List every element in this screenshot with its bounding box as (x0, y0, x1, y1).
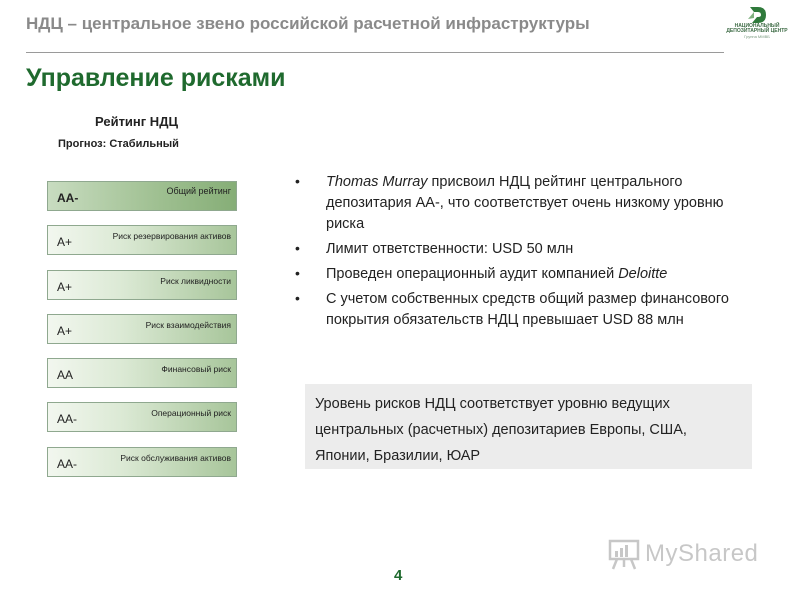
rating-row-overall (47, 181, 237, 211)
section-title: Управление рисками (26, 64, 286, 92)
watermark (607, 537, 758, 571)
bullet-item (295, 289, 755, 331)
bullet-emphasis: Deloitte (618, 266, 668, 282)
rating-label: Операционный риск (151, 408, 231, 419)
header-title: НДЦ – центральное звено российской расчетной инфраструктуры (26, 14, 590, 33)
bullet-item (295, 172, 755, 235)
rating-label: Риск ликвидности (160, 275, 231, 286)
bullet-dot-icon: • (295, 173, 300, 189)
bullet-dot-icon: • (295, 240, 300, 256)
page-number: 4 (394, 567, 403, 584)
bullet-dot-icon: • (295, 290, 300, 306)
rating-row-custody-risk (47, 225, 237, 255)
ndc-logo (722, 6, 792, 48)
rating-value: AA- (57, 412, 78, 427)
bullet-dot-icon: • (295, 265, 300, 281)
rating-row-financial-risk (47, 358, 237, 388)
bullet-list (295, 172, 755, 335)
header-divider (26, 52, 724, 53)
logo-subtitle: Группа ММВБ (744, 34, 770, 39)
rating-row-asset-servicing-risk (47, 447, 237, 477)
rating-row-liquidity-risk (47, 270, 237, 300)
rating-list (47, 181, 237, 491)
bullet-text: присвоил НДЦ рейтинг центрального депозитария АА-, что соответствует очень низкому уровню риска (326, 174, 724, 232)
logo-name: НАЦИОНАЛЬНЫЙ ДЕПОЗИТАРНЫЙ ЦЕНТР (726, 23, 788, 34)
rating-value: A+ (57, 279, 73, 294)
rating-label: Общий рейтинг (166, 186, 231, 196)
rating-row-counterparty-risk (47, 314, 237, 344)
bullet-emphasis: Thomas Murray (326, 174, 428, 190)
callout-box: Уровень рисков НДЦ соответствует уровню ведущих центральных (расчетных) депозитариев Европы, США, Японии, Бразилии, ЮАР (305, 384, 752, 469)
rating-label: Риск взаимодействия (145, 319, 231, 330)
rating-forecast: Прогноз: Стабильный (58, 138, 179, 150)
rating-value: AA (57, 368, 74, 383)
bullet-text: Лимит ответственности: USD 50 млн (326, 241, 574, 257)
bullet-item (295, 264, 755, 285)
rating-value: AA- (57, 456, 78, 471)
rating-label: Риск обслуживания активов (120, 452, 231, 463)
bullet-text: Проведен операционный аудит компанией (326, 266, 619, 282)
rating-value: AA- (57, 191, 79, 205)
rating-title: Рейтинг НДЦ (95, 114, 178, 129)
bullet-text: С учетом собственных средств общий размер финансового покрытия обязательств НДЦ превышает USD 88 млн (326, 291, 729, 328)
rating-row-operational-risk (47, 402, 237, 432)
rating-label: Финансовый риск (161, 364, 231, 375)
rating-label: Риск резервирования активов (112, 231, 231, 242)
ndc-logo-icon (746, 6, 768, 24)
watermark-text: MyShared (645, 540, 759, 567)
presentation-board-icon (607, 537, 641, 571)
rating-value: A+ (57, 323, 73, 338)
bullet-item (295, 239, 755, 260)
rating-value: A+ (57, 235, 73, 250)
